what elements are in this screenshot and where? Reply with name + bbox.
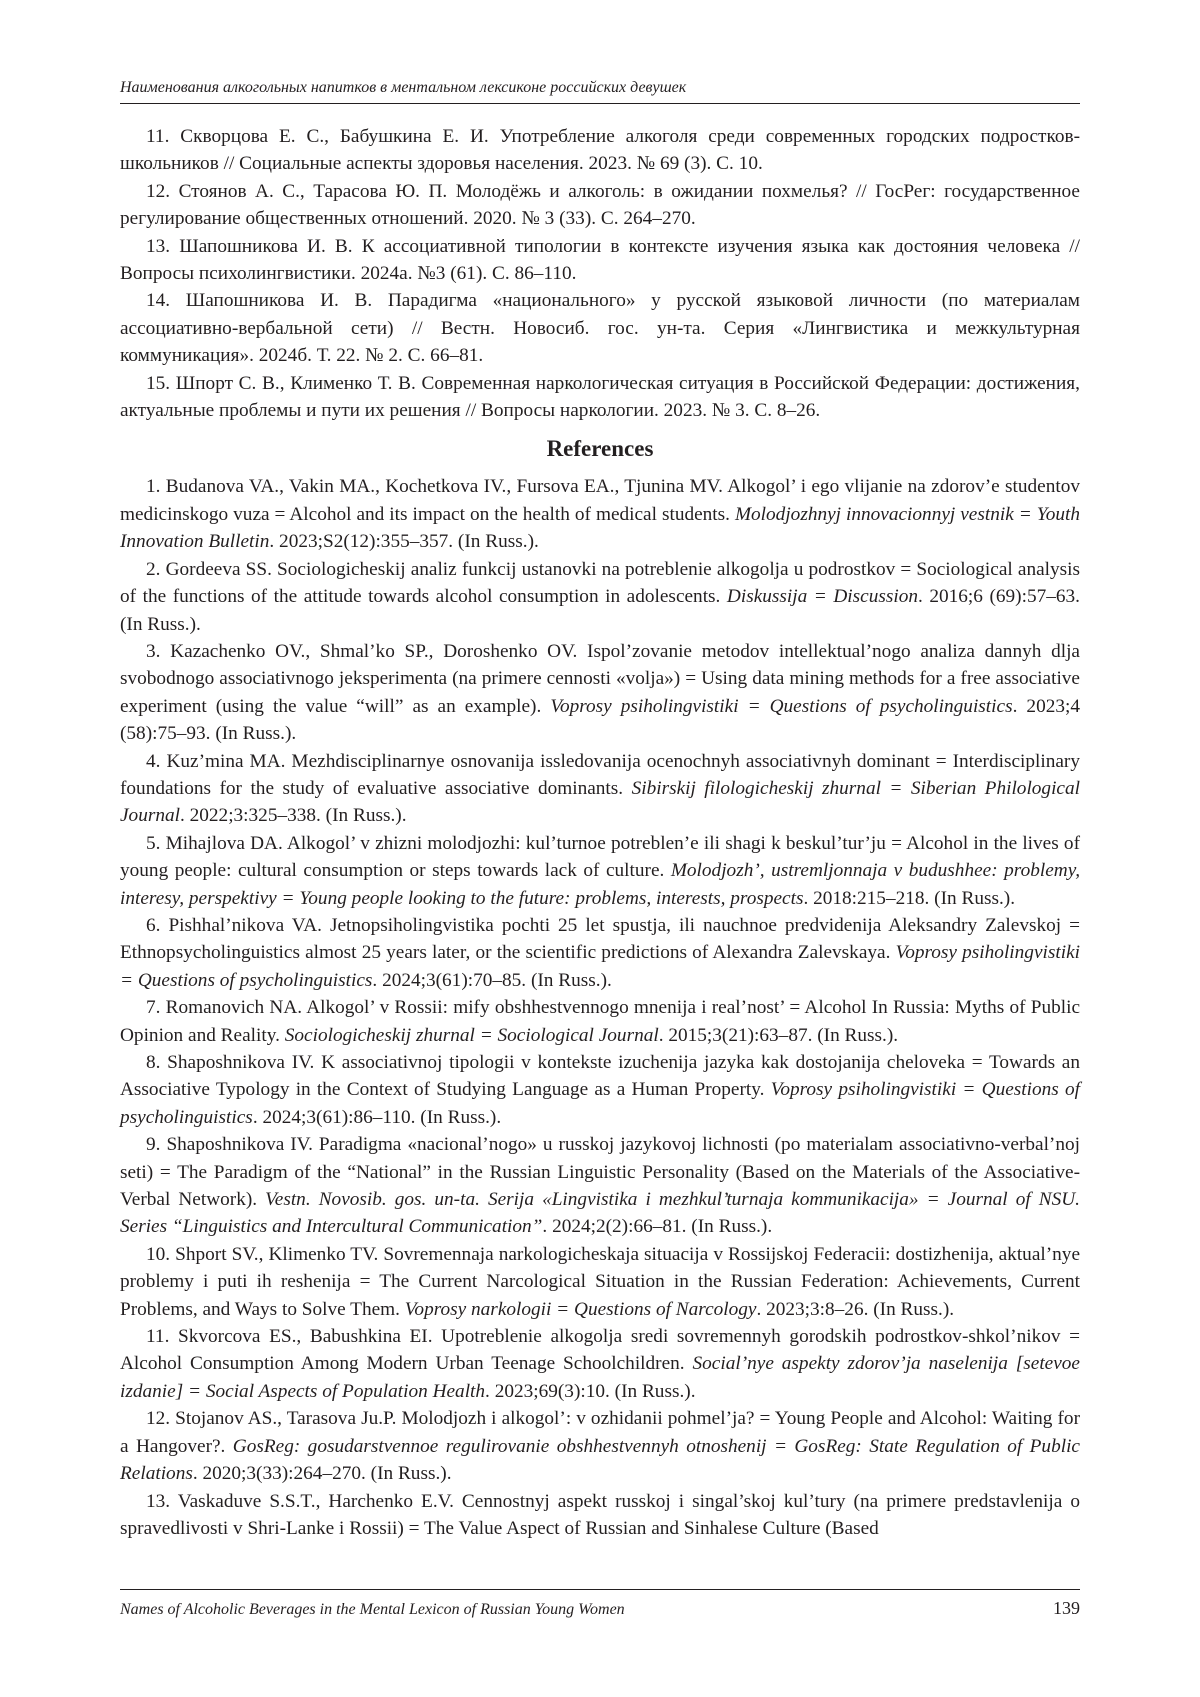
reference-item: 7. Romanovich NA. Alkogol’ v Rossii: mify obshhestvennogo mnenija i real’nost’ = Alcohol In Russia: Myths of Public Opinion and Reality. Sociologicheskij zhurnal = Sociological Journal. 2015;3(21):63–87. (In Russ.). — [120, 997, 1080, 1046]
reference-item: 1. Budanova VA., Vakin MA., Kochetkova IV., Fursova EA., Tjunina MV. Alkogol’ i ego vlijanie na zdorov’e studentov medicinskogo vuza = Alcohol and its impact on the health of medical students. Molodjozhnyj innovacionnyj vestnik = Youth Innovation Bulletin. 2023;S2(12):355–357. (In Russ.). — [120, 476, 1080, 553]
reference-item: 3. Kazachenko OV., Shmal’ko SP., Doroshenko OV. Ispol’zovanie metodov intellektual’nogo analiza dannyh dlja svobodnogo associativnogo jeksperimenta (na primere cennosti «volja») = Using data mining methods for a free associative experiment (using the value “will” as an example). Voprosy psiholingvistiki = Questions of psycholinguistics. 2023;4 (58):75–93. (In Russ.). — [120, 640, 1080, 745]
reference-item: 4. Kuz’mina MA. Mezhdisciplinarnye osnovanija issledovanija ocenochnyh associativnyh dominant = Interdisciplinary foundations for the study of evaluative associative dominants. Sibirskij filologicheskij zhurnal = Siberian Philological Journal. 2022;3:325–338. (In Russ.). — [120, 750, 1080, 827]
russian-ref-item: 15. Шпорт С. В., Клименко Т. В. Современная наркологическая ситуация в Российской Федерации: достижения, актуальные проблемы и пути их решения // Вопросы наркологии. 2023. № 3. С. 8–26. — [120, 372, 1080, 422]
reference-item: 13. Vaskaduve S.S.T., Harchenko E.V. Cennostnyj aspekt russkoj i singal’skoj kul’tury (na primere predstavlenija o spravedlivosti v Shri-Lanke i Rossii) = The Value Aspect of Russian and Sinhalese Culture (Based — [120, 1490, 1080, 1539]
page-number: 139 — [1053, 1598, 1080, 1618]
header-divider — [120, 103, 1080, 104]
running-header: Наименования алкогольных напитков в ментальном лексиконе российских девушек — [120, 79, 687, 96]
running-footer: Names of Alcoholic Beverages in the Mental Lexicon of Russian Young Women — [120, 1601, 625, 1618]
russian-ref-item: 13. Шапошникова И. В. К ассоциативной типологии в контексте изучения языка как достояния человека // Вопросы психолингвистики. 2024а. №3 (61). С. 86–110. — [120, 235, 1080, 285]
page-content — [120, 123, 1080, 1542]
russian-ref-item: 12. Стоянов А. С., Тарасова Ю. П. Молодёжь и алкоголь: в ожидании похмелья? // ГосРег: государственное регулирование общественных отношений. 2020. № 3 (33). С. 264–270. — [120, 180, 1080, 230]
reference-item: 9. Shaposhnikova IV. Paradigma «nacional’nogo» u russkoj jazykovoj lichnosti (po materialam associativno-verbal’noj seti) = The Paradigm of the “National” in the Russian Linguistic Personality (Based on the Materials of the Associative-Verbal Network). Vestn. Novosib. gos. un-ta. Serija «Lingvistika i mezhkul’turnaja kommunikacija» = Journal of NSU. Series “Linguistics and Intercultural Communication”. 2024;2(2):66–81. (In Russ.). — [120, 1134, 1080, 1238]
reference-item: 8. Shaposhnikova IV. K associativnoj tipologii v kontekste izuchenija jazyka kak dostojanija cheloveka = Towards an Associative Typology in the Context of Studying Language as a Human Property. Voprosy psiholingvistiki = Questions of psycholinguistics. 2024;3(61):86–110. (In Russ.). — [120, 1052, 1080, 1128]
reference-item: 5. Mihajlova DA. Alkogol’ v zhizni molodjozhi: kul’turnoe potreblen’e ili shagi k beskul’tur’ju = Alcohol in the lives of young people: cultural consumption or steps towards lack of culture. Molodjozh’, ustremljonnaja v budushhee: problemy, interesy, perspektivy = Young people looking to the future: problems, interests, prospects. 2018:215–218. (In Russ.). — [120, 832, 1081, 909]
reference-item: 2. Gordeeva SS. Sociologicheskij analiz funkcij ustanovki na potreblenie alkogolja u podrostkov = Sociological analysis of the functions of the attitude towards alcohol consumption in adolescents. Diskussija = Discussion. 2016;6 (69):57–63. (In Russ.). — [120, 558, 1080, 635]
russian-ref-item: 14. Шапошникова И. В. Парадигма «национального» у русской языковой личности (по материалам ассоциативно-вербальной сети) // Вестн. Новосиб. гос. ун-та. Серия «Лингвистика и межкультурная коммуникация». 2024б. Т. 22. № 2. С. 66–81. — [120, 290, 1080, 367]
references-heading: References — [546, 436, 654, 462]
russian-ref-item: 11. Скворцова Е. С., Бабушкина Е. И. Употребление алкоголя среди современных городских подростков-школьников // Социальные аспекты здоровья населения. 2023. № 69 (3). С. 10. — [120, 126, 1080, 175]
footer-divider — [120, 1589, 1080, 1590]
reference-item: 10. Shport SV., Klimenko TV. Sovremennaja narkologicheskaja situacija v Rossijskoj Federacii: dostizhenija, aktual’nye problemy i puti ih reshenija = The Current Narcological Situation in the Russian Federation: Achievements, Current Problems, and Ways to Solve Them. Voprosy narkologii = Questions of Narcology. 2023;3:8–26. (In Russ.). — [120, 1243, 1080, 1320]
reference-item: 6. Pishhal’nikova VA. Jetnopsiholingvistika pochti 25 let spustja, ili nauchnoe predvidenija Aleksandry Zalevskoj = Ethnopsycholinguistics almost 25 years later, or the scientific predictions of Alexandra Zalevskaya. Voprosy psiholingvistiki = Questions of psycholinguistics. 2024;3(61):70–85. (In Russ.). — [120, 914, 1080, 991]
reference-item: 11. Skvorcova ES., Babushkina EI. Upotreblenie alkogolja sredi sovremennyh gorodskih podrostkov-shkol’nikov = Alcohol Consumption Among Modern Urban Teenage Schoolchildren. Social’nye aspekty zdorov’ja naselenija [setevoe izdanie] = Social Aspects of Population Health. 2023;69(3):10. (In Russ.). — [120, 1326, 1080, 1402]
reference-item: 12. Stojanov AS., Tarasova Ju.P. Molodjozh i alkogol’: v ozhidanii pohmel’ja? = Young People and Alcohol: Waiting for a Hangover?. GosReg: gosudarstvennoe regulirovanie obshhestvennyh otnoshenij = GosReg: State Regulation of Public Relations. 2020;3(33):264–270. (In Russ.). — [120, 1408, 1080, 1485]
